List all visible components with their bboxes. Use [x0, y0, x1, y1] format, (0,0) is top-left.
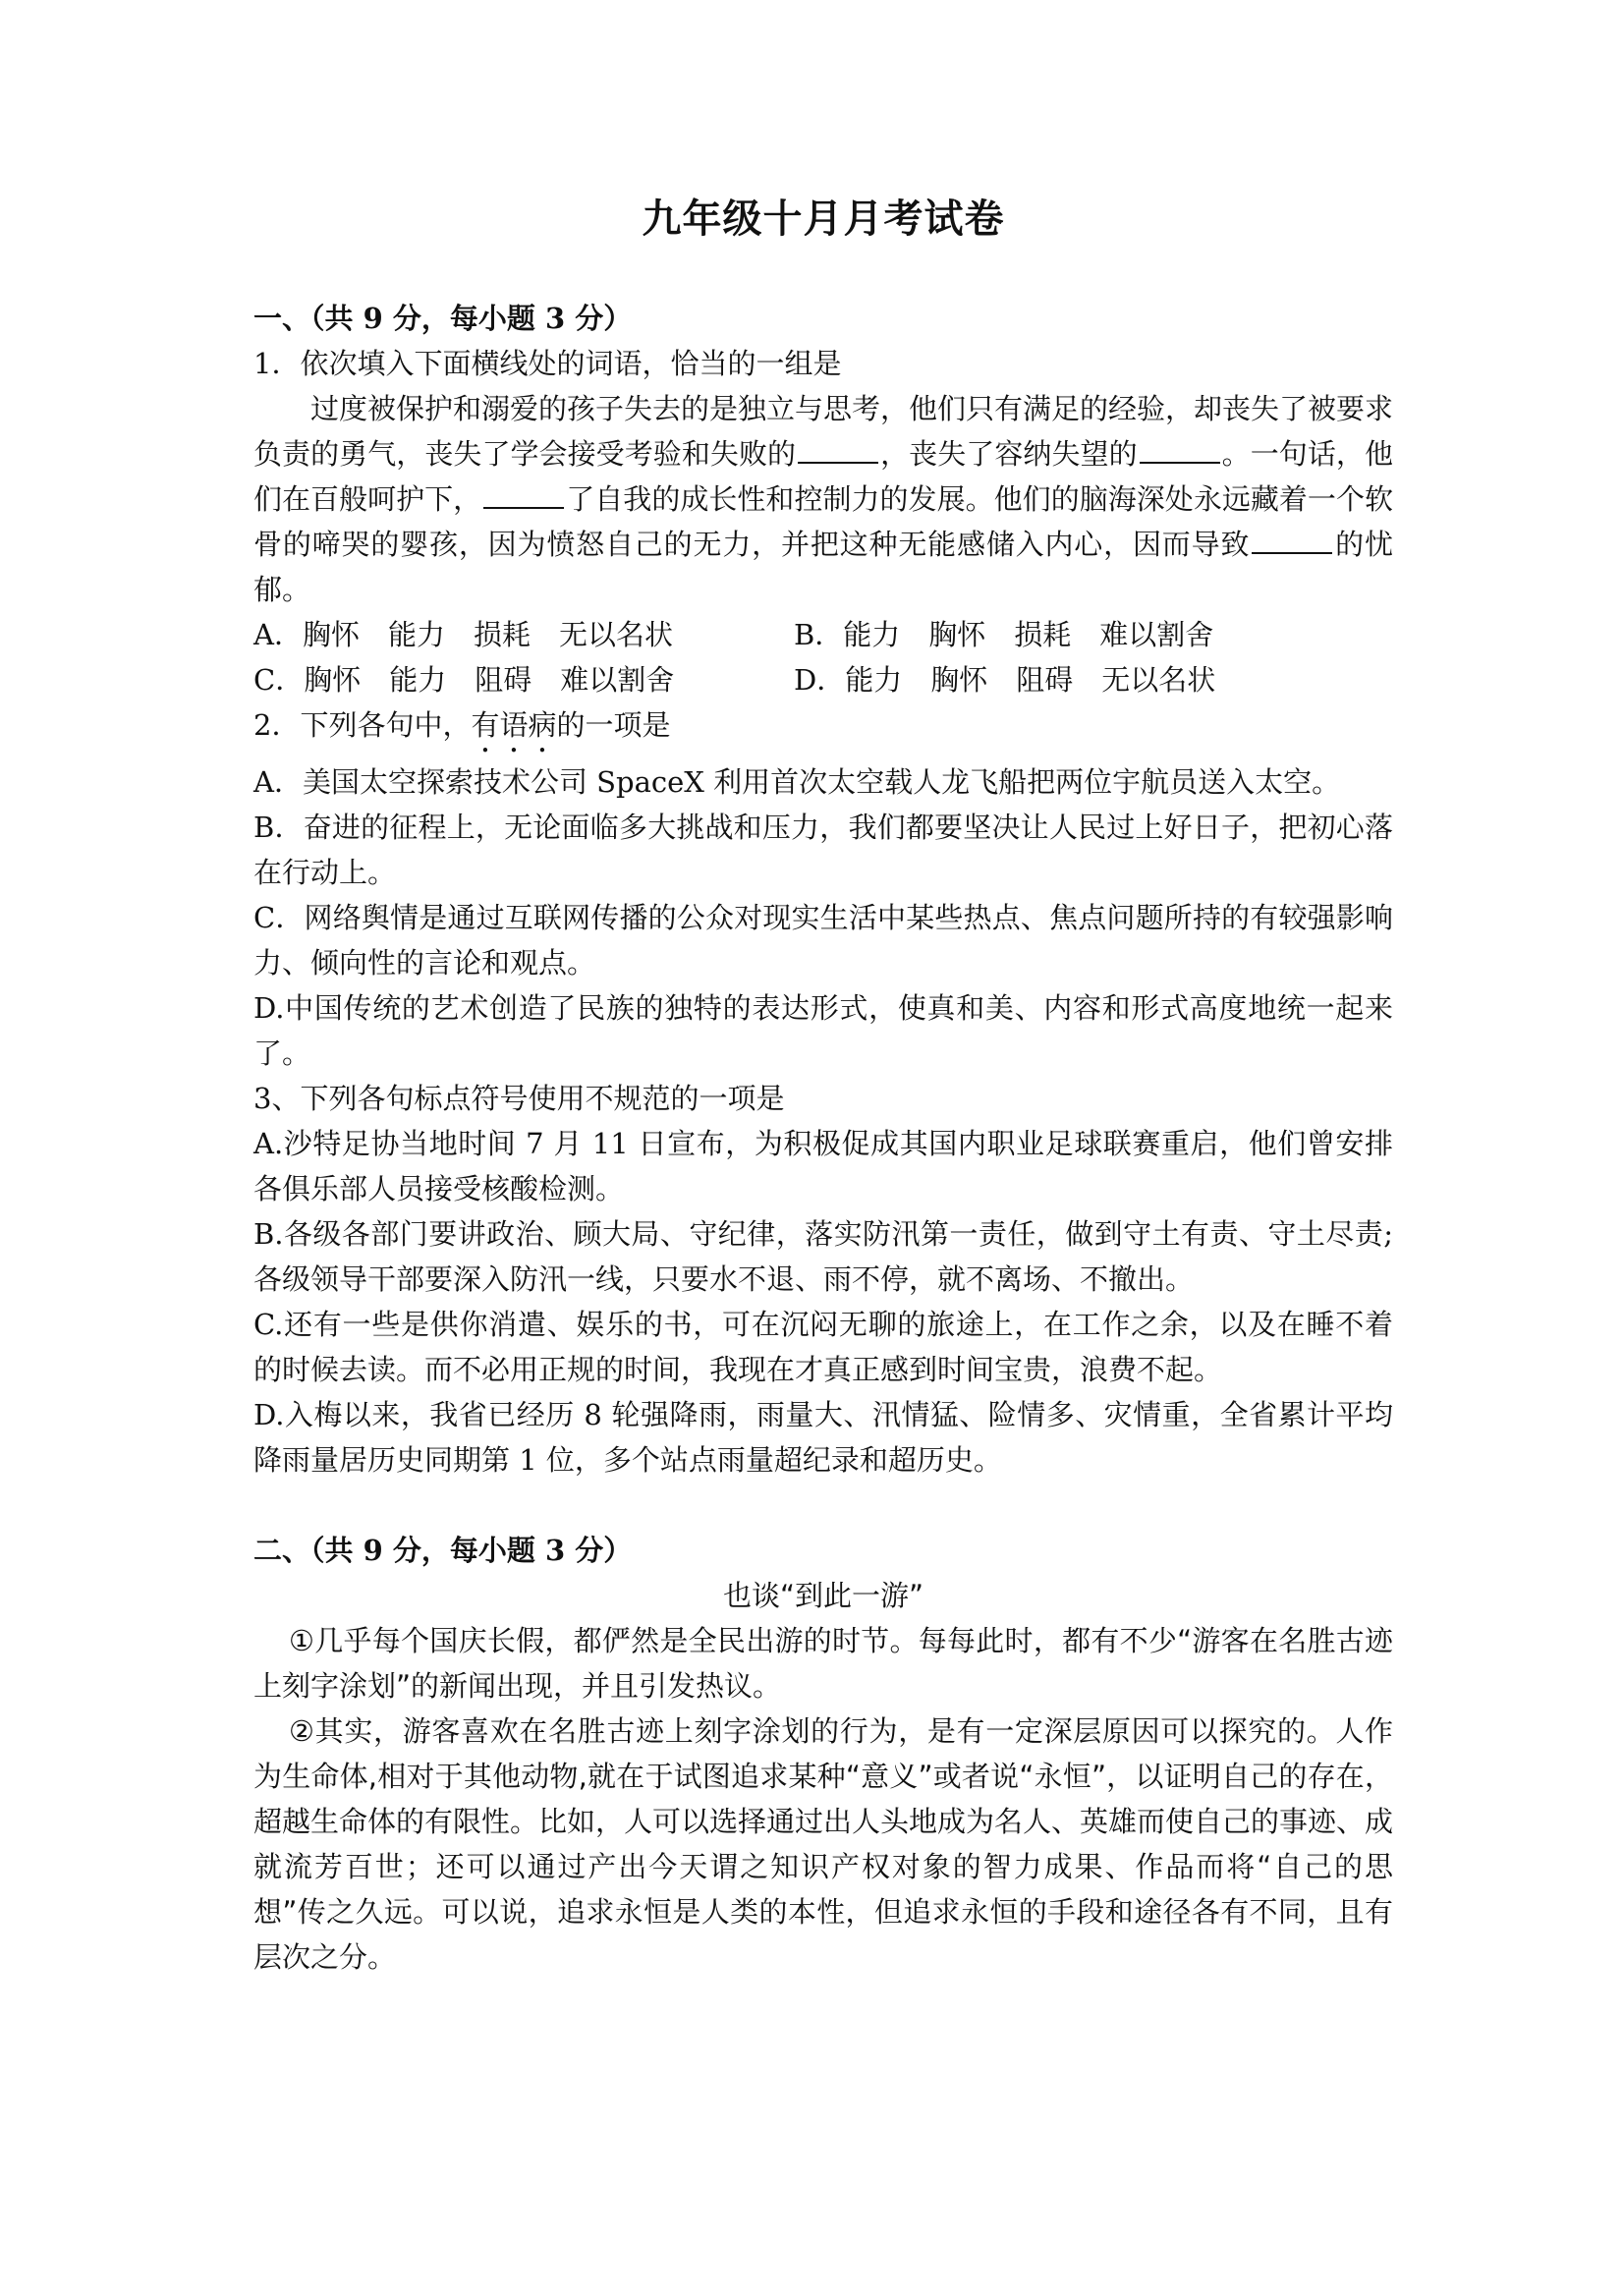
article-para-1: ①几乎每个国庆长假，都俨然是全民出游的时节。每每此时，都有不少“游客在名胜古迹上刻字涂划”的新闻出现，并且引发热议。 [253, 1624, 1393, 1703]
q2-stem-emphasis: 有语病 [471, 708, 557, 742]
article-title: 也谈“到此一游” [722, 1579, 924, 1612]
exam-title: 九年级十月月考试卷 [642, 196, 1005, 242]
exam-page [253, 192, 1393, 1980]
q3-option-d: D.入梅以来，我省已经历 8 轮强降雨，雨量大、汛情猛、险情多、灾情重，全省累计平均降雨量居历史同期第 1 位，多个站点雨量超纪录和超历史。 [253, 1398, 1393, 1477]
q2-option-d: D.中国传统的艺术创造了民族的独特的表达形式，使真和美、内容和形式高度地统一起来了。 [253, 991, 1393, 1070]
q2-option-a: A．美国太空探索技术公司 SpaceX 利用首次太空载人龙飞船把两位宇航员送入太空。 [253, 765, 1341, 799]
q1-passage-s2: ，丧失了容纳失望的 [880, 437, 1138, 471]
q1-options-row-1 [253, 612, 1393, 657]
q2-stem-pre: 2．下列各句中， [253, 708, 472, 742]
q1-option-d: D．能力 胸怀 阻碍 无以名状 [794, 663, 1216, 697]
q1-passage-s4: 了自我的成长性和控制力的发展。他们的脑海深处永远藏着一个软骨的啼哭的婴孩，因为愤怒自己的无力，并把这种无能感储入内心，因而导致 [253, 482, 1393, 561]
q1-option-b: B．能力 胸怀 损耗 难以割舍 [794, 618, 1214, 651]
blank-2 [1140, 432, 1220, 464]
q2-option-c: C．网络舆情是通过互联网传播的公众对现实生活中某些热点、焦点问题所持的有较强影响力、倾向性的言论和观点。 [253, 901, 1393, 980]
blank-4 [1252, 523, 1332, 554]
q1-passage-s1: 过度被保护和溺爱的孩子失去的是独立与思考，他们只有满足的经验，却丧失了被要求负责的勇气，丧失了学会接受考验和失败的 [253, 392, 1394, 471]
q1-stem: 1．依次填入下面横线处的词语，恰当的一组是 [253, 347, 842, 380]
q3-option-b: B.各级各部门要讲政治、顾大局、守纪律，落实防汛第一责任，做到守土有责、守土尽责;各级领导干部要深入防汛一线，只要水不退、雨不停，就不离场、不撤出。 [253, 1217, 1393, 1296]
q1-options-row-2 [253, 657, 1393, 702]
q3-stem: 3、下列各句标点符号使用不规范的一项是 [253, 1082, 785, 1115]
part2-heading: 二、（共 9 分，每小题 3 分） [253, 1534, 633, 1567]
q3-option-a: A.沙特足协当地时间 7 月 11 日宣布，为积极促成其国内职业足球联赛重启，他们曾安排各俱乐部人员接受核酸检测。 [253, 1127, 1393, 1205]
q2-stem [253, 702, 1393, 759]
blank-3 [483, 477, 564, 509]
q1-passage-s3: 。一句话，他们在百般呵护下， [253, 437, 1393, 516]
article-para-2: ②其实，游客喜欢在名胜古迹上刻字涂划的行为，是有一定深层原因可以探究的。人作为生命体,相对于其他动物,就在于试图追求某种“意义”或者说“永恒”，以证明自己的存在，超越生命体的有限性。比如，人可以选择通过出人头地成为名人、英雄而使自己的事迹、成就流芳百世；还可以通过产出今天谓之知识产权对象的智力成果、作品而将“自己的思想”传之久远。可以说，追求永恒是人类的本性，但追求永恒的手段和途径各有不同，且有层次之分。 [253, 1714, 1394, 1974]
blank-1 [798, 432, 878, 464]
section-spacer [253, 1483, 1393, 1528]
q2-stem-post: 的一项是 [556, 708, 671, 742]
q1-option-a: A．胸怀 能力 损耗 无以名状 [253, 618, 673, 651]
part1-heading: 一、（共 9 分，每小题 3 分） [253, 302, 633, 335]
q1-passage-s5: 的忧郁。 [253, 528, 1393, 606]
q1-option-c: C．胸怀 能力 阻碍 难以割舍 [253, 663, 675, 697]
q2-option-b: B．奋进的征程上，无论面临多大挑战和压力，我们都要坚决让人民过上好日子，把初心落在行动上。 [253, 811, 1393, 889]
q3-option-c: C.还有一些是供你消遣、娱乐的书，可在沉闷无聊的旅途上，在工作之余，以及在睡不着的时候去读。而不必用正规的时间，我现在才真正感到时间宝贵，浪费不起。 [253, 1308, 1393, 1386]
q1-passage [253, 386, 1393, 612]
